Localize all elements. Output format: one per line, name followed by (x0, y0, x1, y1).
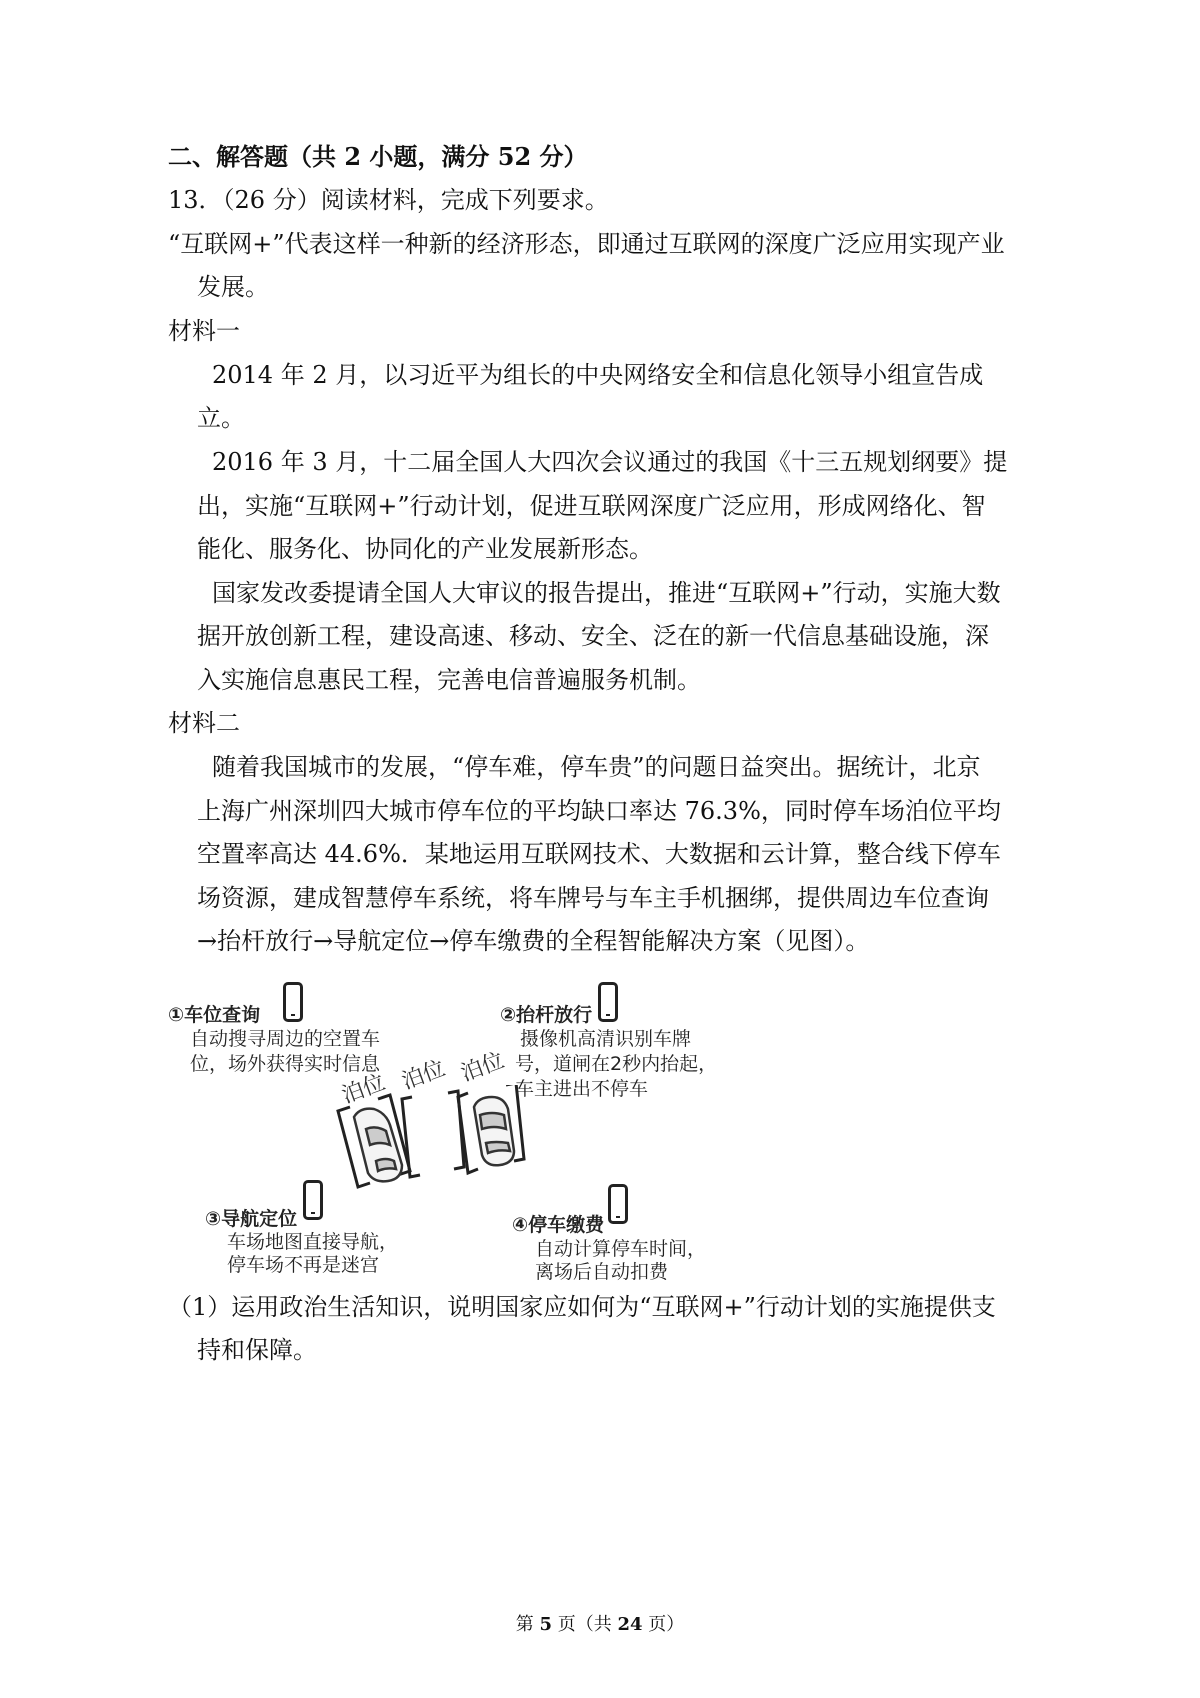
phone-icon (303, 1180, 323, 1220)
parking-slot-label: 泊位 (457, 1048, 508, 1087)
material-2-p1-line-2: 上海广州深圳四大城市停车位的平均缺口率达 76.3%，同时停车场泊位平均 (197, 797, 1001, 825)
material-2-p1-line-3: 空置率高达 44.6%．某地运用互联网技术、大数据和云计算，整合线下停车 (197, 840, 1001, 868)
phone-icon (598, 982, 618, 1022)
step-4-title: ④停车缴费 (512, 1214, 605, 1236)
step-1-line-2: 位，场外获得实时信息 (190, 1053, 381, 1075)
step-1-line-1: 自动搜寻周边的空置车 (190, 1028, 381, 1050)
question-intro-line-2: 发展。 (197, 273, 269, 301)
parking-slot-middle (402, 1091, 464, 1177)
material-1-p3-line-3: 入实施信息惠民工程，完善电信普遍服务机制。 (197, 666, 701, 694)
parking-slot-label: 泊位 (398, 1056, 449, 1095)
material-1-title: 材料一 (168, 317, 240, 345)
material-1-p1-line-2: 立。 (197, 404, 245, 432)
step-3-line-2: 停车场不再是迷宫 (227, 1254, 380, 1276)
question-number-line: 13．（26 分）阅读材料，完成下列要求。 (168, 186, 609, 214)
footer-page-number: 5 (539, 1614, 552, 1635)
step-4-line-1: 自动计算停车时间， (535, 1238, 707, 1260)
material-2-p1-line-5: →抬杆放行→导航定位→停车缴费的全程智能解决方案（见图）。 (197, 927, 870, 955)
car-icon-right (474, 1097, 514, 1165)
question-intro-line-1: “互联网+”代表这样一种新的经济形态，即通过互联网的深度广泛应用实现产业 (168, 230, 1005, 258)
step-2-line-3: 车主进出不停车 (515, 1078, 649, 1100)
footer-middle: 页（共 (557, 1614, 612, 1635)
step-2-line-2: 号，道闸在2秒内抬起， (515, 1053, 718, 1075)
material-1-p2-line-2: 出，实施“互联网+”行动计划，促进互联网深度广泛应用，形成网络化、智 (197, 492, 986, 520)
subquestion-1-line-2: 持和保障。 (197, 1336, 317, 1364)
material-1-p3-line-2: 据开放创新工程，建设高速、移动、安全、泛在的新一代信息基础设施，深 (197, 622, 989, 650)
material-1-p1-line-1: 2014 年 2 月，以习近平为组长的中央网络安全和信息化领导小组宣告成 (212, 361, 984, 389)
step-1-title: ①车位查询 (168, 1004, 261, 1026)
step-4-line-2: 离场后自动扣费 (535, 1261, 669, 1283)
step-3-title: ③导航定位 (205, 1208, 298, 1230)
subquestion-1-line-1: （1）运用政治生活知识，说明国家应如何为“互联网+”行动计划的实施提供支 (168, 1293, 996, 1321)
material-1-p3-line-1: 国家发改委提请全国人大审议的报告提出，推进“互联网+”行动，实施大数 (212, 579, 1001, 607)
material-2-p1-line-1: 随着我国城市的发展，“停车难，停车贵”的问题日益突出。据统计，北京 (212, 753, 981, 781)
phone-icon (608, 1184, 628, 1224)
footer-suffix: 页） (648, 1614, 685, 1635)
step-2-title: ②抬杆放行 (500, 1004, 593, 1026)
material-2-title: 材料二 (168, 709, 240, 737)
page-footer (0, 1610, 1200, 1636)
material-1-p2-line-3: 能化、服务化、协同化的产业发展新形态。 (197, 535, 653, 563)
phone-icon (283, 982, 303, 1022)
step-2-line-1: 摄像机高清识别车牌 (520, 1028, 692, 1050)
section-heading: 二、解答题（共 2 小题，满分 52 分） (168, 142, 588, 171)
car-icon-left (354, 1109, 402, 1182)
parking-slots-illustration (330, 1085, 530, 1195)
material-1-p2-line-1: 2016 年 3 月，十二届全国人大四次会议通过的我国《十三五规划纲要》提 (212, 448, 1008, 476)
footer-total-pages: 24 (617, 1614, 643, 1635)
material-2-p1-line-4: 场资源，建成智慧停车系统，将车牌号与车主手机捆绑，提供周边车位查询 (197, 884, 989, 912)
footer-prefix: 第 (515, 1614, 534, 1635)
step-3-line-1: 车场地图直接导航， (227, 1231, 399, 1253)
parking-slot-label: 泊位 (338, 1070, 389, 1109)
